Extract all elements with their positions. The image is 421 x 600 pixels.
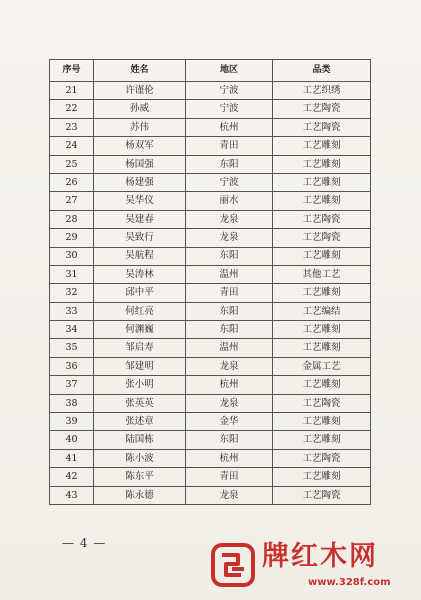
- cell-region: 东阳: [186, 321, 273, 339]
- cell-serial: 40: [50, 431, 94, 449]
- cell-region: 温州: [186, 265, 273, 283]
- cell-category: 工艺陶瓷: [273, 210, 371, 228]
- cell-region: 杭州: [186, 376, 273, 394]
- table-row: [50, 210, 371, 228]
- cell-serial: 25: [50, 155, 94, 173]
- table-row: [50, 449, 371, 467]
- cell-region: 青田: [186, 468, 273, 486]
- cell-name: 吴建春: [94, 210, 186, 228]
- cell-region: 龙泉: [186, 357, 273, 375]
- cell-category: 金属工艺: [273, 357, 371, 375]
- table-row: [50, 431, 371, 449]
- cell-serial: 35: [50, 339, 94, 357]
- brand-logo-icon: [210, 542, 256, 588]
- cell-name: 邹启寿: [94, 339, 186, 357]
- table-header-row: [50, 60, 371, 82]
- cell-name: 许谨伦: [94, 82, 186, 100]
- table-row: [50, 486, 371, 504]
- cell-serial: 37: [50, 376, 94, 394]
- cell-name: 孙威: [94, 100, 186, 118]
- cell-serial: 43: [50, 486, 94, 504]
- cell-region: 龙泉: [186, 210, 273, 228]
- cell-category: 工艺陶瓷: [273, 229, 371, 247]
- cell-category: 工艺雕刻: [273, 468, 371, 486]
- cell-category: 工艺雕刻: [273, 284, 371, 302]
- cell-name: 陈东平: [94, 468, 186, 486]
- cell-serial: 38: [50, 394, 94, 412]
- table-row: [50, 137, 371, 155]
- cell-serial: 31: [50, 265, 94, 283]
- cell-category: 其他工艺: [273, 265, 371, 283]
- cell-name: 陆国栋: [94, 431, 186, 449]
- table-row: [50, 265, 371, 283]
- cell-name: 张小明: [94, 376, 186, 394]
- cell-category: 工艺陶瓷: [273, 100, 371, 118]
- cell-region: 温州: [186, 339, 273, 357]
- cell-category: 工艺雕刻: [273, 192, 371, 210]
- table-row: [50, 413, 371, 431]
- cell-name: 邹建明: [94, 357, 186, 375]
- cell-name: 张述章: [94, 413, 186, 431]
- header-region: 地区: [186, 60, 273, 82]
- cell-category: 工艺陶瓷: [273, 118, 371, 136]
- cell-category: 工艺陶瓷: [273, 394, 371, 412]
- cell-region: 东阳: [186, 302, 273, 320]
- cell-region: 杭州: [186, 449, 273, 467]
- cell-serial: 34: [50, 321, 94, 339]
- table-row: [50, 82, 371, 100]
- cell-name: 苏伟: [94, 118, 186, 136]
- header-serial: 序号: [50, 60, 94, 82]
- table-body: [50, 82, 371, 505]
- table-row: [50, 284, 371, 302]
- cell-region: 东阳: [186, 155, 273, 173]
- cell-name: 杨双军: [94, 137, 186, 155]
- cell-serial: 41: [50, 449, 94, 467]
- watermark-url: www.328f.com: [308, 577, 391, 588]
- page-number: — 4 —: [62, 536, 107, 550]
- cell-region: 龙泉: [186, 394, 273, 412]
- table-row: [50, 247, 371, 265]
- table-row: [50, 192, 371, 210]
- cell-region: 金华: [186, 413, 273, 431]
- table-row: [50, 302, 371, 320]
- cell-region: 宁波: [186, 82, 273, 100]
- cell-category: 工艺雕刻: [273, 137, 371, 155]
- table-row: [50, 394, 371, 412]
- cell-category: 工艺雕刻: [273, 431, 371, 449]
- cell-region: 龙泉: [186, 486, 273, 504]
- cell-name: 杨建强: [94, 173, 186, 191]
- cell-category: 工艺雕刻: [273, 376, 371, 394]
- cell-category: 工艺雕刻: [273, 413, 371, 431]
- cell-serial: 36: [50, 357, 94, 375]
- table-row: [50, 229, 371, 247]
- cell-region: 宁波: [186, 173, 273, 191]
- cell-serial: 24: [50, 137, 94, 155]
- cell-category: 工艺陶瓷: [273, 486, 371, 504]
- cell-serial: 29: [50, 229, 94, 247]
- table-row: [50, 100, 371, 118]
- table-row: [50, 357, 371, 375]
- cell-serial: 28: [50, 210, 94, 228]
- cell-name: 何红亮: [94, 302, 186, 320]
- cell-category: 工艺雕刻: [273, 321, 371, 339]
- header-name: 姓名: [94, 60, 186, 82]
- cell-region: 丽水: [186, 192, 273, 210]
- cell-region: 龙泉: [186, 229, 273, 247]
- table-row: [50, 321, 371, 339]
- cell-region: 青田: [186, 137, 273, 155]
- cell-name: 邱中平: [94, 284, 186, 302]
- cell-name: 陈小波: [94, 449, 186, 467]
- watermark: [210, 540, 415, 592]
- cell-category: 工艺雕刻: [273, 173, 371, 191]
- table-row: [50, 118, 371, 136]
- cell-name: 张英英: [94, 394, 186, 412]
- cell-region: 东阳: [186, 431, 273, 449]
- cell-serial: 26: [50, 173, 94, 191]
- cell-serial: 21: [50, 82, 94, 100]
- cell-serial: 22: [50, 100, 94, 118]
- table-row: [50, 155, 371, 173]
- cell-category: 工艺编结: [273, 302, 371, 320]
- watermark-brand: 牌红木网: [262, 541, 378, 572]
- table-row: [50, 173, 371, 191]
- cell-region: 宁波: [186, 100, 273, 118]
- cell-serial: 30: [50, 247, 94, 265]
- cell-region: 东阳: [186, 247, 273, 265]
- cell-name: 何渊巍: [94, 321, 186, 339]
- table-row: [50, 339, 371, 357]
- cell-serial: 27: [50, 192, 94, 210]
- cell-serial: 23: [50, 118, 94, 136]
- header-category: 品类: [273, 60, 371, 82]
- cell-serial: 42: [50, 468, 94, 486]
- cell-region: 杭州: [186, 118, 273, 136]
- cell-serial: 32: [50, 284, 94, 302]
- cell-name: 吴涛林: [94, 265, 186, 283]
- cell-category: 工艺织绣: [273, 82, 371, 100]
- cell-category: 工艺雕刻: [273, 339, 371, 357]
- table-row: [50, 468, 371, 486]
- cell-category: 工艺陶瓷: [273, 449, 371, 467]
- cell-name: 吴致行: [94, 229, 186, 247]
- cell-serial: 39: [50, 413, 94, 431]
- cell-name: 杨国强: [94, 155, 186, 173]
- cell-name: 吴航程: [94, 247, 186, 265]
- cell-name: 吴华仪: [94, 192, 186, 210]
- cell-region: 青田: [186, 284, 273, 302]
- roster-table: [49, 59, 371, 505]
- table-row: [50, 376, 371, 394]
- cell-category: 工艺雕刻: [273, 155, 371, 173]
- cell-name: 陈永德: [94, 486, 186, 504]
- cell-serial: 33: [50, 302, 94, 320]
- cell-category: 工艺雕刻: [273, 247, 371, 265]
